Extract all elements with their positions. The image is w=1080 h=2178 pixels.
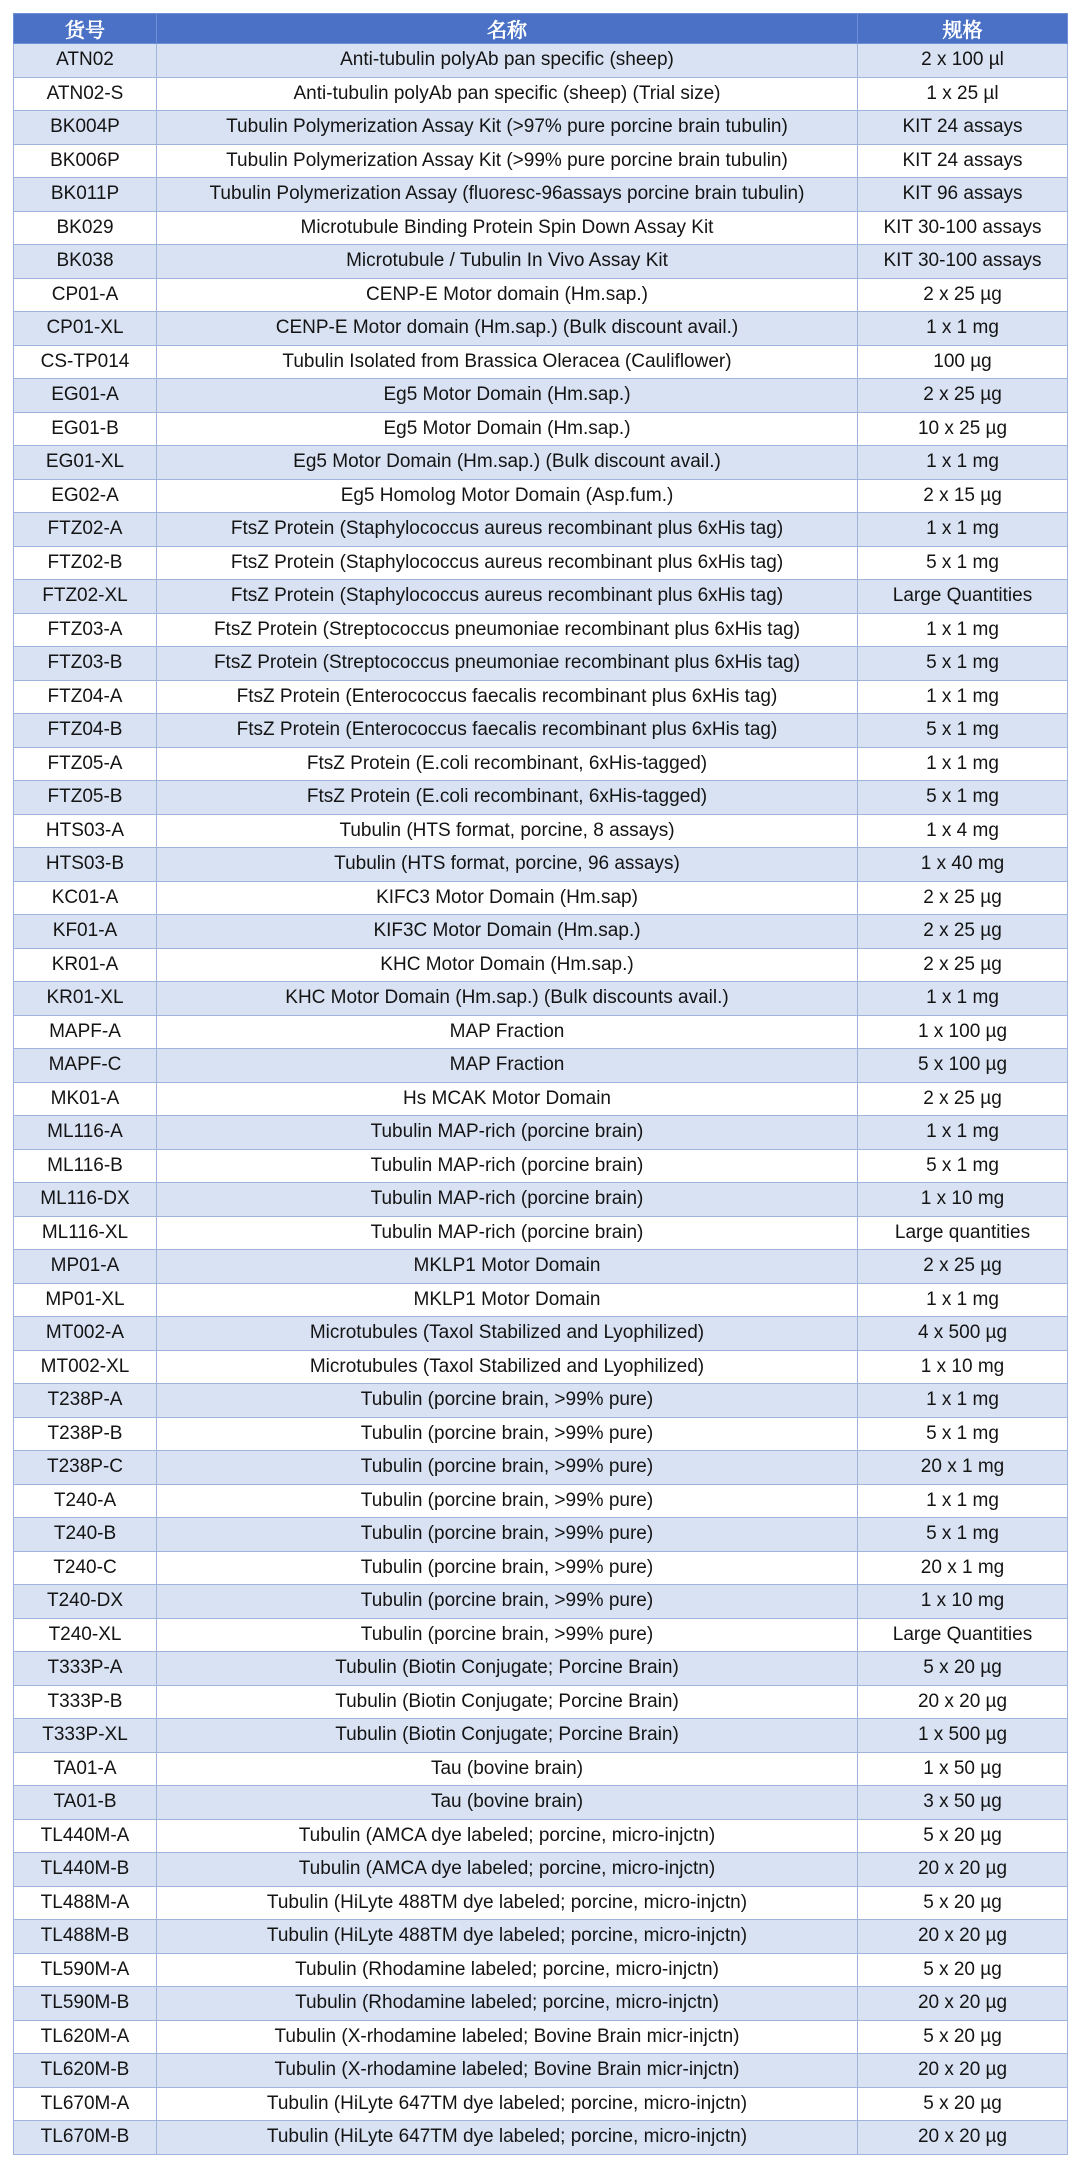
product-name-cell: Tubulin (porcine brain, >99% pure) (157, 1518, 858, 1552)
catalog-number-cell: T333P-XL (14, 1719, 157, 1753)
product-name-cell: MKLP1 Motor Domain (157, 1283, 858, 1317)
table-row (14, 1585, 1068, 1619)
table-row (14, 2054, 1068, 2088)
table-row (14, 178, 1068, 212)
specification-cell: 1 x 1 mg (858, 1116, 1068, 1150)
specification-cell: 5 x 20 µg (858, 2020, 1068, 2054)
specification-cell: 1 x 100 µg (858, 1015, 1068, 1049)
product-name-cell: Eg5 Motor Domain (Hm.sap.) (Bulk discount avail.) (157, 446, 858, 480)
catalog-number-cell: EG01-A (14, 379, 157, 413)
table-row (14, 1752, 1068, 1786)
specification-cell: 2 x 15 µg (858, 479, 1068, 513)
product-name-cell: FtsZ Protein (Enterococcus faecalis recombinant plus 6xHis tag) (157, 714, 858, 748)
product-name-cell: FtsZ Protein (Enterococcus faecalis recombinant plus 6xHis tag) (157, 680, 858, 714)
table-row (14, 77, 1068, 111)
product-name-cell: Tubulin Isolated from Brassica Oleracea (Cauliflower) (157, 345, 858, 379)
specification-cell: 20 x 20 µg (858, 1920, 1068, 1954)
product-name-cell: FtsZ Protein (Staphylococcus aureus recombinant plus 6xHis tag) (157, 513, 858, 547)
product-name-cell: Tubulin (porcine brain, >99% pure) (157, 1451, 858, 1485)
specification-cell: 1 x 40 mg (858, 848, 1068, 882)
specification-cell: 5 x 100 µg (858, 1049, 1068, 1083)
catalog-number-cell: EG02-A (14, 479, 157, 513)
table-row (14, 948, 1068, 982)
specification-cell: 3 x 50 µg (858, 1786, 1068, 1820)
specification-cell: 5 x 20 µg (858, 1819, 1068, 1853)
product-name-cell: Tau (bovine brain) (157, 1786, 858, 1820)
specification-cell: 20 x 20 µg (858, 2121, 1068, 2155)
table-row (14, 379, 1068, 413)
catalog-number-cell: T240-A (14, 1484, 157, 1518)
product-name-cell: Tubulin (HTS format, porcine, 96 assays) (157, 848, 858, 882)
table-row (14, 412, 1068, 446)
catalog-number-cell: TL620M-B (14, 2054, 157, 2088)
specification-cell: Large quantities (858, 1216, 1068, 1250)
product-name-cell: Tubulin (porcine brain, >99% pure) (157, 1618, 858, 1652)
catalog-number-cell: HTS03-A (14, 814, 157, 848)
product-name-cell: KHC Motor Domain (Hm.sap.) (157, 948, 858, 982)
product-name-cell: CENP-E Motor domain (Hm.sap.) (Bulk discount avail.) (157, 312, 858, 346)
header-specification: 规格 (858, 14, 1068, 44)
specification-cell: 5 x 1 mg (858, 714, 1068, 748)
catalog-number-cell: TA01-A (14, 1752, 157, 1786)
product-name-cell: Tubulin (porcine brain, >99% pure) (157, 1384, 858, 1418)
table-row (14, 1719, 1068, 1753)
product-name-cell: FtsZ Protein (Streptococcus pneumoniae recombinant plus 6xHis tag) (157, 613, 858, 647)
catalog-number-cell: T238P-A (14, 1384, 157, 1418)
catalog-number-cell: FTZ05-A (14, 747, 157, 781)
product-name-cell: Tubulin (HiLyte 647TM dye labeled; porcine, micro-injctn) (157, 2121, 858, 2155)
table-row (14, 1317, 1068, 1351)
table-row (14, 546, 1068, 580)
table-row (14, 1853, 1068, 1887)
product-name-cell: FtsZ Protein (E.coli recombinant, 6xHis-tagged) (157, 781, 858, 815)
catalog-number-cell: KF01-A (14, 915, 157, 949)
table-row (14, 848, 1068, 882)
table-row (14, 1350, 1068, 1384)
product-name-cell: KHC Motor Domain (Hm.sap.) (Bulk discounts avail.) (157, 982, 858, 1016)
catalog-number-cell: MT002-XL (14, 1350, 157, 1384)
catalog-number-cell: KR01-XL (14, 982, 157, 1016)
product-name-cell: Tubulin (HiLyte 488TM dye labeled; porcine, micro-injctn) (157, 1920, 858, 1954)
product-name-cell: Tubulin (AMCA dye labeled; porcine, micro-injctn) (157, 1819, 858, 1853)
product-name-cell: Tubulin (AMCA dye labeled; porcine, micro-injctn) (157, 1853, 858, 1887)
catalog-number-cell: FTZ02-B (14, 546, 157, 580)
catalog-number-cell: BK029 (14, 211, 157, 245)
table-row (14, 513, 1068, 547)
specification-cell: 5 x 1 mg (858, 781, 1068, 815)
product-table (13, 13, 1068, 2155)
product-table-container (13, 13, 1067, 2155)
product-name-cell: Tubulin (X-rhodamine labeled; Bovine Brain micr-injctn) (157, 2020, 858, 2054)
catalog-number-cell: TA01-B (14, 1786, 157, 1820)
specification-cell: 5 x 20 µg (858, 1652, 1068, 1686)
product-name-cell: Tau (bovine brain) (157, 1752, 858, 1786)
specification-cell: 1 x 10 mg (858, 1350, 1068, 1384)
catalog-number-cell: TL670M-B (14, 2121, 157, 2155)
specification-cell: 5 x 1 mg (858, 1518, 1068, 1552)
product-name-cell: KIFC3 Motor Domain (Hm.sap) (157, 881, 858, 915)
table-row (14, 1652, 1068, 1686)
product-name-cell: Anti-tubulin polyAb pan specific (sheep) (Trial size) (157, 77, 858, 111)
catalog-number-cell: CS-TP014 (14, 345, 157, 379)
product-name-cell: Anti-tubulin polyAb pan specific (sheep) (157, 44, 858, 78)
specification-cell: 1 x 1 mg (858, 982, 1068, 1016)
table-row (14, 680, 1068, 714)
catalog-number-cell: T240-C (14, 1551, 157, 1585)
table-row (14, 2087, 1068, 2121)
catalog-number-cell: HTS03-B (14, 848, 157, 882)
header-catalog-number: 货号 (14, 14, 157, 44)
table-row (14, 1049, 1068, 1083)
catalog-number-cell: T333P-B (14, 1685, 157, 1719)
header-row (14, 14, 1068, 44)
product-name-cell: Tubulin (Biotin Conjugate; Porcine Brain) (157, 1719, 858, 1753)
table-row (14, 1015, 1068, 1049)
product-name-cell: Tubulin MAP-rich (porcine brain) (157, 1183, 858, 1217)
specification-cell: 1 x 25 µl (858, 77, 1068, 111)
table-row (14, 111, 1068, 145)
catalog-number-cell: ML116-B (14, 1149, 157, 1183)
table-row (14, 781, 1068, 815)
specification-cell: 1 x 1 mg (858, 446, 1068, 480)
product-name-cell: Tubulin (HiLyte 488TM dye labeled; porcine, micro-injctn) (157, 1886, 858, 1920)
product-name-cell: FtsZ Protein (Staphylococcus aureus recombinant plus 6xHis tag) (157, 580, 858, 614)
table-row (14, 747, 1068, 781)
specification-cell: KIT 30-100 assays (858, 245, 1068, 279)
table-row (14, 982, 1068, 1016)
product-name-cell: FtsZ Protein (Staphylococcus aureus recombinant plus 6xHis tag) (157, 546, 858, 580)
specification-cell: 5 x 1 mg (858, 546, 1068, 580)
catalog-number-cell: FTZ03-A (14, 613, 157, 647)
table-row (14, 580, 1068, 614)
catalog-number-cell: T240-DX (14, 1585, 157, 1619)
table-row (14, 1685, 1068, 1719)
specification-cell: 5 x 1 mg (858, 1417, 1068, 1451)
table-row (14, 1250, 1068, 1284)
product-name-cell: Eg5 Homolog Motor Domain (Asp.fum.) (157, 479, 858, 513)
table-body (14, 44, 1068, 2155)
specification-cell: 20 x 20 µg (858, 2054, 1068, 2088)
product-name-cell: Tubulin (Rhodamine labeled; porcine, micro-injctn) (157, 1953, 858, 1987)
product-name-cell: Tubulin Polymerization Assay Kit (>99% pure porcine brain tubulin) (157, 144, 858, 178)
table-row (14, 479, 1068, 513)
catalog-number-cell: FTZ03-B (14, 647, 157, 681)
specification-cell: 2 x 25 µg (858, 1250, 1068, 1284)
product-name-cell: Microtubules (Taxol Stabilized and Lyophilized) (157, 1350, 858, 1384)
catalog-number-cell: TL670M-A (14, 2087, 157, 2121)
product-name-cell: Tubulin MAP-rich (porcine brain) (157, 1149, 858, 1183)
product-name-cell: Tubulin Polymerization Assay (fluoresc-96assays porcine brain tubulin) (157, 178, 858, 212)
catalog-number-cell: T333P-A (14, 1652, 157, 1686)
table-row (14, 245, 1068, 279)
catalog-number-cell: TL590M-B (14, 1987, 157, 2021)
product-name-cell: Microtubule Binding Protein Spin Down Assay Kit (157, 211, 858, 245)
product-name-cell: Tubulin MAP-rich (porcine brain) (157, 1116, 858, 1150)
specification-cell: KIT 30-100 assays (858, 211, 1068, 245)
catalog-number-cell: T240-B (14, 1518, 157, 1552)
catalog-number-cell: TL488M-B (14, 1920, 157, 1954)
specification-cell: Large Quantities (858, 580, 1068, 614)
specification-cell: 2 x 100 µl (858, 44, 1068, 78)
table-row (14, 1618, 1068, 1652)
specification-cell: 10 x 25 µg (858, 412, 1068, 446)
catalog-number-cell: TL488M-A (14, 1886, 157, 1920)
table-row (14, 1953, 1068, 1987)
table-header (14, 14, 1068, 44)
catalog-number-cell: CP01-A (14, 278, 157, 312)
specification-cell: Large Quantities (858, 1618, 1068, 1652)
specification-cell: 1 x 500 µg (858, 1719, 1068, 1753)
table-row (14, 814, 1068, 848)
specification-cell: 1 x 10 mg (858, 1585, 1068, 1619)
specification-cell: 5 x 1 mg (858, 647, 1068, 681)
specification-cell: 100 µg (858, 345, 1068, 379)
catalog-number-cell: ATN02-S (14, 77, 157, 111)
table-row (14, 1149, 1068, 1183)
specification-cell: KIT 24 assays (858, 144, 1068, 178)
product-name-cell: Tubulin (X-rhodamine labeled; Bovine Brain micr-injctn) (157, 2054, 858, 2088)
catalog-number-cell: MAPF-C (14, 1049, 157, 1083)
specification-cell: 20 x 1 mg (858, 1551, 1068, 1585)
catalog-number-cell: TL590M-A (14, 1953, 157, 1987)
table-row (14, 1819, 1068, 1853)
product-name-cell: Tubulin (Biotin Conjugate; Porcine Brain) (157, 1685, 858, 1719)
catalog-number-cell: ML116-DX (14, 1183, 157, 1217)
catalog-number-cell: BK006P (14, 144, 157, 178)
table-row (14, 144, 1068, 178)
table-row (14, 1183, 1068, 1217)
table-row (14, 211, 1068, 245)
product-name-cell: FtsZ Protein (E.coli recombinant, 6xHis-tagged) (157, 747, 858, 781)
header-name: 名称 (157, 14, 858, 44)
product-name-cell: Tubulin (Rhodamine labeled; porcine, micro-injctn) (157, 1987, 858, 2021)
catalog-number-cell: FTZ02-XL (14, 580, 157, 614)
specification-cell: 2 x 25 µg (858, 948, 1068, 982)
product-name-cell: Eg5 Motor Domain (Hm.sap.) (157, 379, 858, 413)
specification-cell: 20 x 20 µg (858, 1685, 1068, 1719)
specification-cell: 1 x 50 µg (858, 1752, 1068, 1786)
product-name-cell: KIF3C Motor Domain (Hm.sap.) (157, 915, 858, 949)
catalog-number-cell: ML116-A (14, 1116, 157, 1150)
table-row (14, 44, 1068, 78)
product-name-cell: Tubulin (porcine brain, >99% pure) (157, 1417, 858, 1451)
catalog-number-cell: ATN02 (14, 44, 157, 78)
specification-cell: 1 x 1 mg (858, 747, 1068, 781)
catalog-number-cell: MAPF-A (14, 1015, 157, 1049)
table-row (14, 1082, 1068, 1116)
catalog-number-cell: TL440M-A (14, 1819, 157, 1853)
catalog-number-cell: T238P-B (14, 1417, 157, 1451)
table-row (14, 1551, 1068, 1585)
catalog-number-cell: MP01-A (14, 1250, 157, 1284)
catalog-number-cell: EG01-XL (14, 446, 157, 480)
specification-cell: 1 x 1 mg (858, 1384, 1068, 1418)
catalog-number-cell: ML116-XL (14, 1216, 157, 1250)
product-name-cell: Tubulin (HiLyte 647TM dye labeled; porcine, micro-injctn) (157, 2087, 858, 2121)
product-name-cell: Tubulin Polymerization Assay Kit (>97% pure porcine brain tubulin) (157, 111, 858, 145)
specification-cell: 2 x 25 µg (858, 278, 1068, 312)
table-row (14, 1886, 1068, 1920)
specification-cell: 5 x 20 µg (858, 1953, 1068, 1987)
catalog-number-cell: T240-XL (14, 1618, 157, 1652)
product-name-cell: Tubulin (porcine brain, >99% pure) (157, 1484, 858, 1518)
product-name-cell: Microtubules (Taxol Stabilized and Lyophilized) (157, 1317, 858, 1351)
table-row (14, 647, 1068, 681)
specification-cell: 1 x 1 mg (858, 513, 1068, 547)
specification-cell: 20 x 20 µg (858, 1987, 1068, 2021)
table-row (14, 312, 1068, 346)
specification-cell: 2 x 25 µg (858, 379, 1068, 413)
catalog-number-cell: TL440M-B (14, 1853, 157, 1887)
product-name-cell: Microtubule / Tubulin In Vivo Assay Kit (157, 245, 858, 279)
product-name-cell: MAP Fraction (157, 1015, 858, 1049)
product-name-cell: MKLP1 Motor Domain (157, 1250, 858, 1284)
specification-cell: KIT 24 assays (858, 111, 1068, 145)
table-row (14, 1786, 1068, 1820)
catalog-number-cell: KC01-A (14, 881, 157, 915)
catalog-number-cell: MP01-XL (14, 1283, 157, 1317)
specification-cell: 1 x 1 mg (858, 1283, 1068, 1317)
specification-cell: 1 x 4 mg (858, 814, 1068, 848)
catalog-number-cell: FTZ04-A (14, 680, 157, 714)
specification-cell: 1 x 1 mg (858, 312, 1068, 346)
specification-cell: 5 x 1 mg (858, 1149, 1068, 1183)
table-row (14, 1216, 1068, 1250)
table-row (14, 1283, 1068, 1317)
catalog-number-cell: KR01-A (14, 948, 157, 982)
specification-cell: 1 x 1 mg (858, 613, 1068, 647)
table-row (14, 2020, 1068, 2054)
product-name-cell: MAP Fraction (157, 1049, 858, 1083)
product-name-cell: Tubulin (HTS format, porcine, 8 assays) (157, 814, 858, 848)
table-row (14, 1116, 1068, 1150)
catalog-number-cell: CP01-XL (14, 312, 157, 346)
product-name-cell: Tubulin (Biotin Conjugate; Porcine Brain) (157, 1652, 858, 1686)
catalog-number-cell: FTZ05-B (14, 781, 157, 815)
table-row (14, 613, 1068, 647)
specification-cell: 2 x 25 µg (858, 881, 1068, 915)
table-row (14, 446, 1068, 480)
specification-cell: 2 x 25 µg (858, 1082, 1068, 1116)
specification-cell: 1 x 1 mg (858, 680, 1068, 714)
product-name-cell: Tubulin MAP-rich (porcine brain) (157, 1216, 858, 1250)
catalog-number-cell: MT002-A (14, 1317, 157, 1351)
table-row (14, 1451, 1068, 1485)
catalog-number-cell: BK038 (14, 245, 157, 279)
table-row (14, 2121, 1068, 2155)
table-row (14, 915, 1068, 949)
catalog-number-cell: BK004P (14, 111, 157, 145)
specification-cell: 5 x 20 µg (858, 1886, 1068, 1920)
catalog-number-cell: MK01-A (14, 1082, 157, 1116)
product-name-cell: Eg5 Motor Domain (Hm.sap.) (157, 412, 858, 446)
catalog-number-cell: FTZ04-B (14, 714, 157, 748)
catalog-number-cell: T238P-C (14, 1451, 157, 1485)
catalog-number-cell: TL620M-A (14, 2020, 157, 2054)
table-row (14, 1518, 1068, 1552)
table-row (14, 714, 1068, 748)
specification-cell: 4 x 500 µg (858, 1317, 1068, 1351)
specification-cell: KIT 96 assays (858, 178, 1068, 212)
product-name-cell: Tubulin (porcine brain, >99% pure) (157, 1585, 858, 1619)
table-row (14, 1920, 1068, 1954)
product-name-cell: Hs MCAK Motor Domain (157, 1082, 858, 1116)
specification-cell: 2 x 25 µg (858, 915, 1068, 949)
table-row (14, 345, 1068, 379)
table-row (14, 1384, 1068, 1418)
specification-cell: 20 x 20 µg (858, 1853, 1068, 1887)
product-name-cell: CENP-E Motor domain (Hm.sap.) (157, 278, 858, 312)
table-row (14, 1484, 1068, 1518)
specification-cell: 5 x 20 µg (858, 2087, 1068, 2121)
table-row (14, 1417, 1068, 1451)
catalog-number-cell: BK011P (14, 178, 157, 212)
table-row (14, 881, 1068, 915)
catalog-number-cell: EG01-B (14, 412, 157, 446)
product-name-cell: Tubulin (porcine brain, >99% pure) (157, 1551, 858, 1585)
specification-cell: 20 x 1 mg (858, 1451, 1068, 1485)
catalog-number-cell: FTZ02-A (14, 513, 157, 547)
specification-cell: 1 x 10 mg (858, 1183, 1068, 1217)
product-name-cell: FtsZ Protein (Streptococcus pneumoniae recombinant plus 6xHis tag) (157, 647, 858, 681)
table-row (14, 278, 1068, 312)
specification-cell: 1 x 1 mg (858, 1484, 1068, 1518)
table-row (14, 1987, 1068, 2021)
